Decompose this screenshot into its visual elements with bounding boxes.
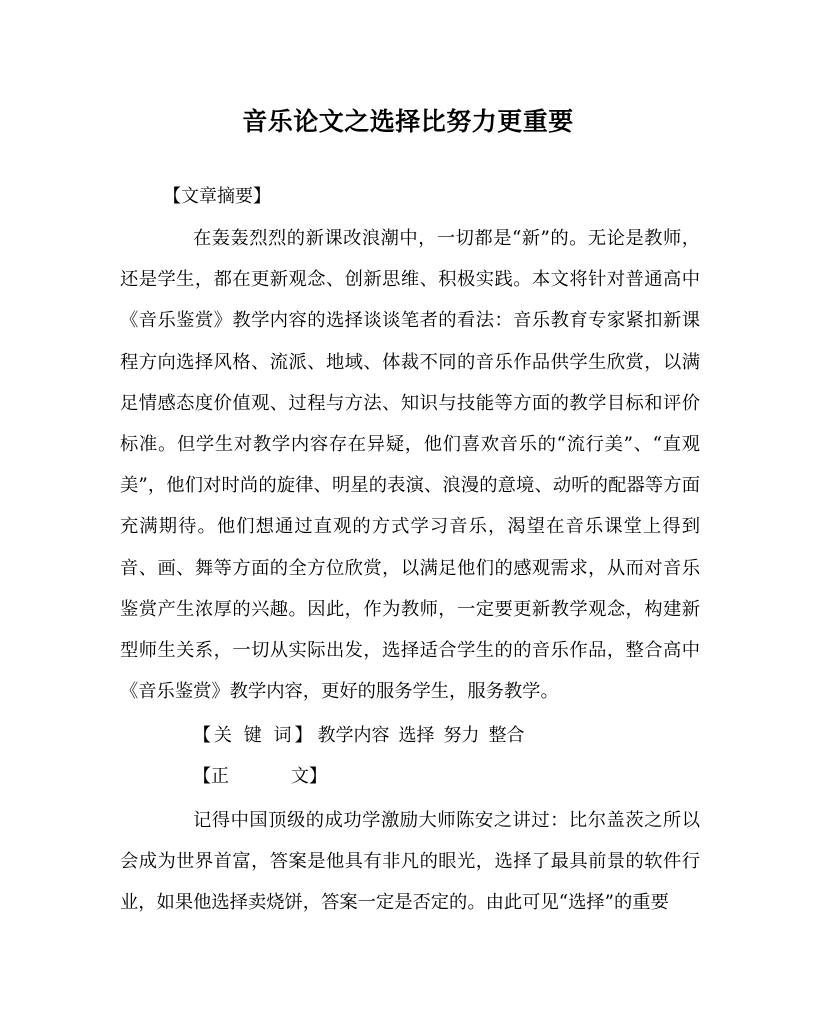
main-paragraph: 记得中国顶级的成功学激励大师陈安之讲过：比尔盖茨之所以会成为世界首富，答案是他具有非凡的眼光，选择了最具前景的软件行业，如果他选择卖烧饼，答案一定是否定的。由此可见“选择”的重要	[120, 810, 700, 914]
main-text-heading	[193, 762, 327, 792]
abstract-paragraph: 在轰轰烈烈的新课改浪潮中，一切都是“新”的。无论是教师，还是学生，都在更新观念、创新思维、积极实践。本文将针对普通高中《音乐鉴赏》教学内容的选择谈谈笔者的看法：音乐教育专家紧扣新课程方向选择风格、流派、地域、体裁不同的音乐作品供学生欣赏，以满足情感态度价值观、过程与方法、知识与技能等方面的教学目标和评价标准。但学生对教学内容存在异疑，他们喜欢音乐的“流行美”、“直观美”，他们对时尚的旋律、明星的表演、浪漫的意境、动听的配器等方面充满期待。他们想通过直观的方式学习音乐，渴望在音乐课堂上得到音、画、舞等方面的全方位欣赏，以满足他们的感观需求，从而对音乐鉴赏产生浓厚的兴趣。因此，作为教师，一定要更新教学观念，构建新型师生关系，一切从实际出发，选择适合学生的的音乐作品，整合高中《音乐鉴赏》教学内容，更好的服务学生，服务教学。	[120, 228, 700, 703]
abstract-heading: 【文章摘要】	[163, 186, 271, 207]
main-heading-left: 【正	[193, 766, 229, 787]
keyword-item: 整合	[488, 725, 525, 746]
keywords-line	[193, 721, 533, 751]
document-title: 音乐论文之选择比努力更重要	[242, 107, 574, 136]
keyword-item: 努力	[443, 725, 480, 746]
main-heading-right: 文】	[291, 766, 327, 787]
keyword-item: 选择	[398, 725, 435, 746]
keyword-item: 教学内容	[317, 725, 390, 746]
keywords-label: 【关 键 词】	[193, 725, 316, 746]
